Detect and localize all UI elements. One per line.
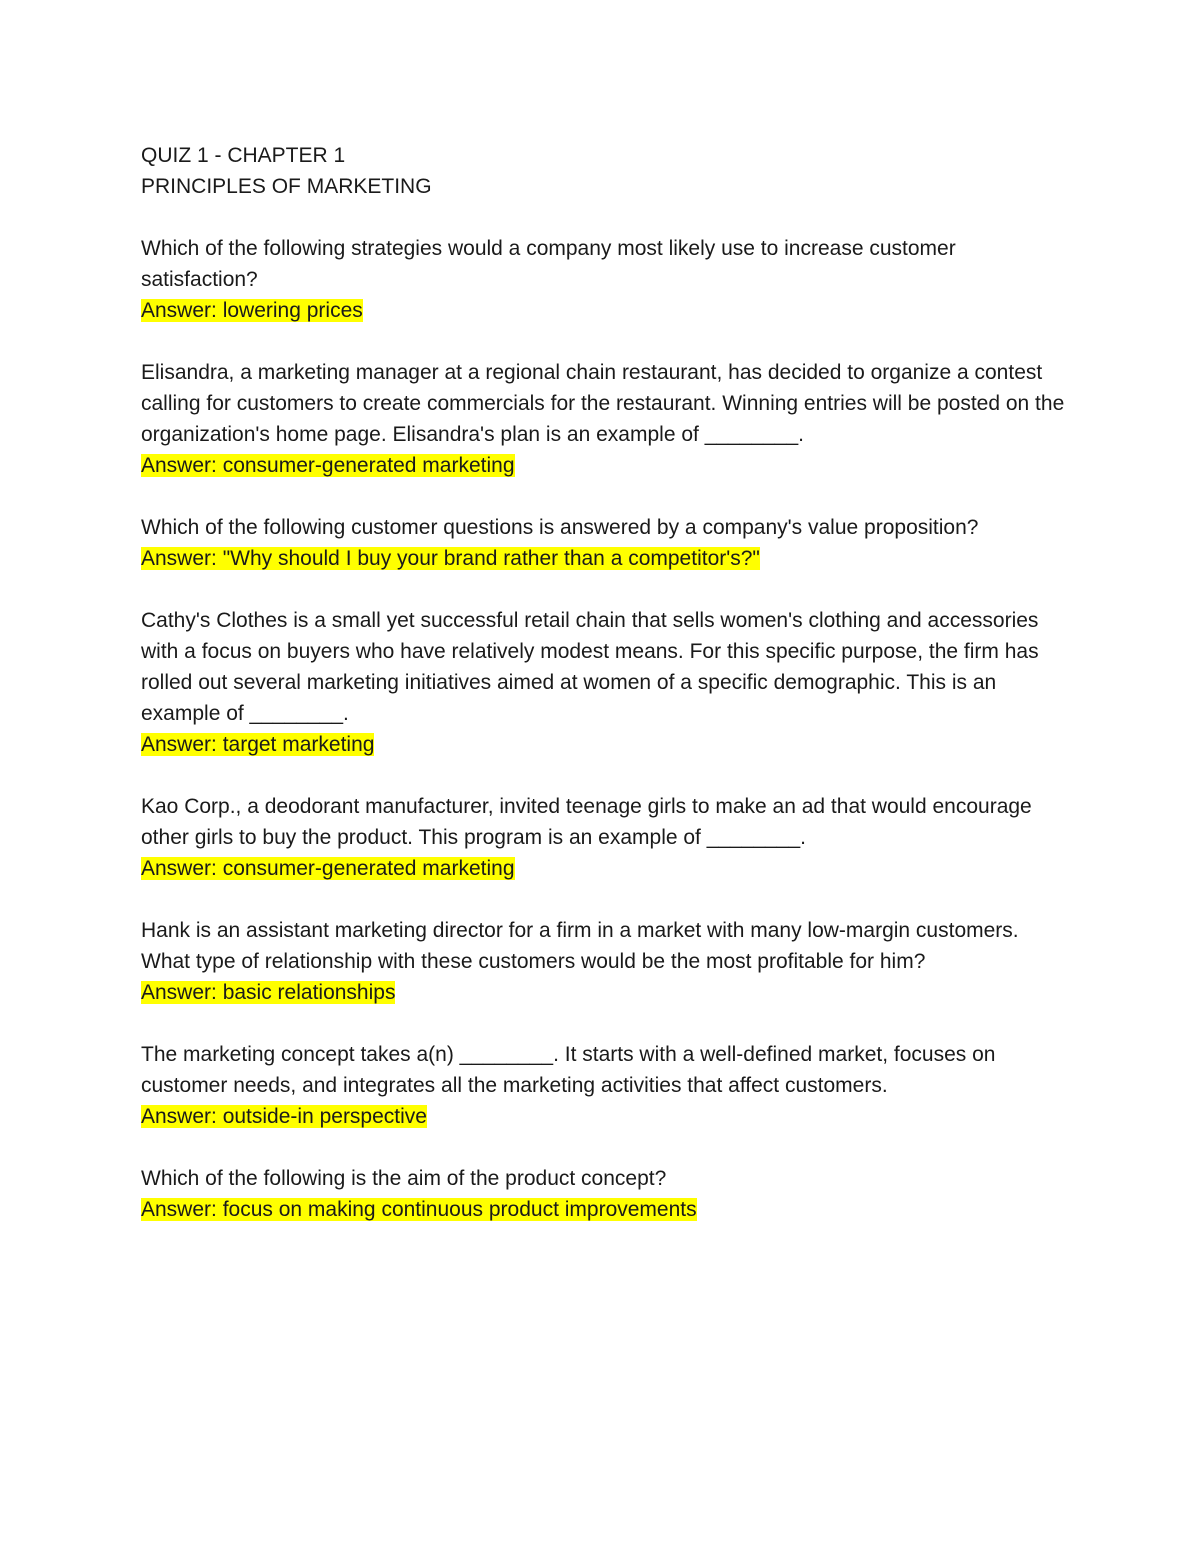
document-title: QUIZ 1 - CHAPTER 1: [141, 144, 346, 167]
quiz-item-8: [141, 1163, 1071, 1225]
question-text: Cathy's Clothes is a small yet successful retail chain that sells women's clothing and accessories with a focus on buyers who have relatively modest means. For this specific purpose, the firm has rolled out several marketing initiatives aimed at women of a specific demographic. This is an example of ________.: [141, 609, 1039, 725]
quiz-item-2: [141, 357, 1071, 481]
answer-highlight: Answer: outside-in perspective: [141, 1105, 427, 1128]
quiz-item-7: [141, 1039, 1071, 1132]
quiz-item-6: [141, 915, 1071, 1008]
answer-highlight: Answer: focus on making continuous product improvements: [141, 1198, 697, 1221]
question-text: Elisandra, a marketing manager at a regional chain restaurant, has decided to organize a contest calling for customers to create commercials for the restaurant. Winning entries will be posted on the organization's home page. Elisandra's plan is an example of ________.: [141, 361, 1065, 446]
document-page: [141, 140, 1071, 1225]
answer-highlight: Answer: lowering prices: [141, 299, 363, 322]
question-text: The marketing concept takes a(n) ________. It starts with a well-defined market, focuses on customer needs, and integrates all the marketing activities that affect customers.: [141, 1043, 996, 1097]
quiz-item-3: [141, 512, 1071, 574]
quiz-item-4: [141, 605, 1071, 760]
answer-highlight: Answer: basic relationships: [141, 981, 396, 1004]
answer-highlight: Answer: consumer-generated marketing: [141, 857, 515, 880]
document-subtitle: PRINCIPLES OF MARKETING: [141, 175, 432, 198]
answer-highlight: Answer: target marketing: [141, 733, 375, 756]
question-text: Which of the following strategies would a company most likely use to increase customer satisfaction?: [141, 237, 956, 291]
answer-highlight: Answer: consumer-generated marketing: [141, 454, 515, 477]
question-text: Which of the following customer questions is answered by a company's value proposition?: [141, 516, 979, 539]
quiz-item-1: [141, 233, 1071, 326]
quiz-item-5: [141, 791, 1071, 884]
question-text: Hank is an assistant marketing director for a firm in a market with many low-margin customers. What type of relationship with these customers would be the most profitable for him?: [141, 919, 1019, 973]
question-text: Kao Corp., a deodorant manufacturer, invited teenage girls to make an ad that would encourage other girls to buy the product. This program is an example of ________.: [141, 795, 1032, 849]
answer-highlight: Answer: "Why should I buy your brand rather than a competitor's?": [141, 547, 760, 570]
question-text: Which of the following is the aim of the product concept?: [141, 1167, 667, 1190]
